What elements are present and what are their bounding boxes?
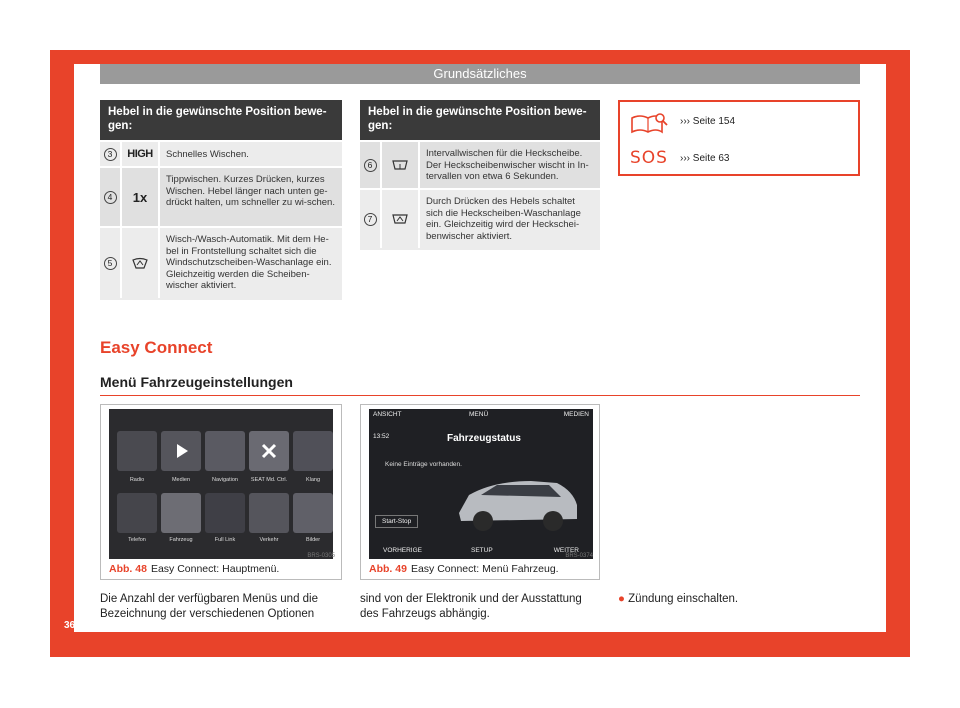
tile-seat-md-ctrl bbox=[249, 431, 289, 471]
tab-menu: MENÜ bbox=[469, 411, 489, 418]
row-text: Tippwischen. Kurzes Drücken, kurzes Wischen. Hebel länger nach unten ge-drückt halten, um schneller zu wi-schen. bbox=[166, 174, 335, 208]
bullet-item bbox=[618, 592, 858, 607]
manual-search-icon bbox=[628, 112, 668, 136]
bullet-text: Zündung einschalten. bbox=[628, 593, 739, 605]
tile-fahrzeug bbox=[161, 493, 201, 533]
figure-caption bbox=[109, 563, 279, 575]
figure-number: Abb. 49 bbox=[369, 563, 407, 575]
car-image bbox=[453, 469, 583, 535]
rear-wash-icon bbox=[382, 190, 420, 248]
start-stop-button: Start-Stop bbox=[375, 515, 418, 528]
tile-label: Bilder bbox=[305, 537, 321, 543]
tile-label: Verkehr bbox=[259, 537, 279, 543]
table-heading: Hebel in die gewünschte Position bewe-gen: bbox=[360, 100, 600, 140]
row-number: 7 bbox=[364, 213, 377, 226]
page-reference-1[interactable]: ››› Seite 154 bbox=[680, 116, 736, 127]
sos-icon: SOS bbox=[630, 148, 668, 168]
tile-label: Klang bbox=[305, 477, 321, 483]
divider bbox=[100, 395, 860, 396]
tile-klang bbox=[293, 431, 333, 471]
tile-label: Medien bbox=[171, 477, 191, 483]
row-number: 6 bbox=[364, 159, 377, 172]
tile-telefon bbox=[117, 493, 157, 533]
caption-text: Easy Connect: Menü Fahrzeug. bbox=[410, 563, 559, 575]
high-icon: HIGH bbox=[122, 142, 160, 166]
row-number: 3 bbox=[104, 148, 117, 161]
table-row bbox=[100, 140, 342, 166]
tile-radio bbox=[117, 431, 157, 471]
figure-49 bbox=[360, 404, 600, 580]
screen-title: Fahrzeugstatus bbox=[447, 433, 521, 444]
row-text: Schnelles Wischen. bbox=[166, 149, 249, 160]
status-text: Keine Einträge vorhanden. bbox=[385, 461, 462, 468]
previous-button: VORHERIGE bbox=[383, 547, 423, 554]
vehicle-menu-screen bbox=[369, 409, 593, 559]
row-number: 5 bbox=[104, 257, 117, 270]
body-text-col2: sind von der Elektronik und der Ausstattung des Fahrzeugs abhängig. bbox=[360, 593, 582, 620]
table-row bbox=[100, 226, 342, 298]
table-row bbox=[360, 188, 600, 248]
row-number: 4 bbox=[104, 191, 117, 204]
rear-wiper-icon bbox=[382, 142, 420, 188]
tile-navigation bbox=[205, 431, 245, 471]
setup-button: SETUP bbox=[471, 547, 493, 554]
lever-table-right bbox=[360, 100, 600, 250]
tip-wipe-icon: 1x bbox=[122, 168, 160, 226]
section-subtitle: Menü Fahrzeugeinstellungen bbox=[100, 374, 293, 390]
figure-48 bbox=[100, 404, 342, 580]
figure-code: BRS-0305 bbox=[307, 553, 335, 559]
tile-label: SEAT Md. Ctrl. bbox=[250, 477, 288, 483]
row-text: Durch Drücken des Hebels schaltet sich die Heckscheiben-Waschanlage ein. Gleichzeitig wird der Heckschei-benwischer aktiviert. bbox=[426, 196, 581, 242]
caption-text: Easy Connect: Hauptmenü. bbox=[150, 563, 280, 575]
tab-ansicht: ANSICHT bbox=[373, 411, 402, 418]
wash-wipe-icon bbox=[122, 228, 160, 298]
tile-label: Navigation bbox=[212, 477, 238, 483]
tab-medien: MEDIEN bbox=[563, 411, 589, 418]
lever-table-left bbox=[100, 100, 342, 300]
tile-medien bbox=[161, 431, 201, 471]
figure-code: BRS-0374 bbox=[565, 553, 593, 559]
page-number: 36 bbox=[64, 620, 76, 631]
bullet-icon: ● bbox=[618, 593, 629, 605]
section-title: Easy Connect bbox=[100, 338, 213, 357]
figure-caption bbox=[369, 563, 559, 575]
reference-box bbox=[618, 100, 860, 176]
figure-number: Abb. 48 bbox=[109, 563, 147, 575]
body-text-col1: Die Anzahl der verfügbaren Menüs und die Bezeichnung der verschiedenen Optionen bbox=[100, 593, 319, 620]
row-text: Intervallwischen für die Heckscheibe. Der Heckscheibenwischer wischt in In-tervallen von etwa 6 Sekunden. bbox=[426, 148, 589, 182]
tile-full-link bbox=[205, 493, 245, 533]
page-reference-2[interactable]: ››› Seite 63 bbox=[680, 153, 730, 164]
tile-verkehr bbox=[249, 493, 289, 533]
table-row bbox=[100, 166, 342, 226]
main-menu-screen bbox=[109, 409, 333, 559]
tile-bilder bbox=[293, 493, 333, 533]
next-button: WEITER bbox=[553, 547, 579, 554]
table-row bbox=[360, 140, 600, 188]
tile-label: Telefon bbox=[128, 537, 146, 543]
tile-label: Full Link bbox=[214, 537, 236, 543]
clock: 13:52 bbox=[373, 433, 390, 440]
page-header: Grundsätzliches bbox=[100, 64, 860, 84]
row-text: Wisch-/Wasch-Automatik. Mit dem He-bel in Frontstellung schaltet sich die Windschutzscheiben-Waschanlage ein. Gleichzeitig werden die Scheiben-wischer aktiviert. bbox=[166, 234, 332, 291]
tile-label: Fahrzeug bbox=[169, 537, 193, 543]
tile-label: Radio bbox=[129, 477, 145, 483]
table-heading: Hebel in die gewünschte Position bewe-gen: bbox=[100, 100, 342, 140]
